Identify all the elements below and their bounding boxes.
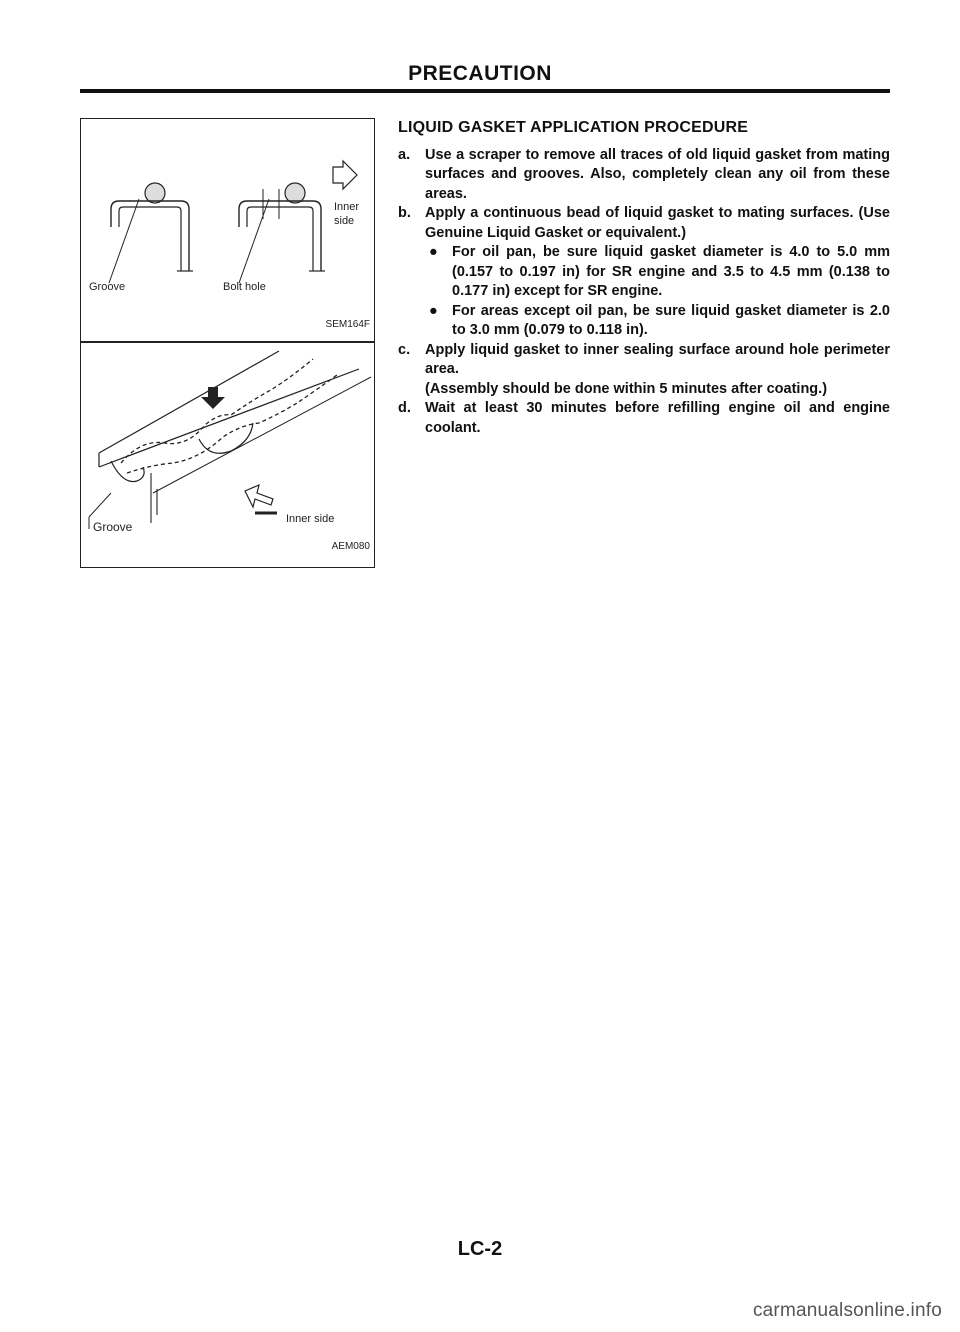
step-text: Wait at least 30 minutes before refilling engine oil and engine coolant. (425, 400, 890, 436)
gasket-bead-right (285, 183, 305, 203)
step-d (398, 399, 890, 438)
surface-edge-top (99, 351, 279, 453)
step-a (398, 146, 890, 205)
figure-bead-application (80, 342, 375, 568)
step-note: (Assembly should be done within 5 minutes after coating.) (425, 380, 828, 397)
step-text: Apply a continuous bead of liquid gasket to mating surfaces. (Use Genuine Liquid Gasket or equivalent.) (425, 205, 890, 241)
step-text: Use a scraper to remove all traces of old liquid gasket from mating surfaces and grooves. Also, completely clean any oil from these areas. (425, 146, 890, 202)
bullet-item (427, 243, 890, 302)
flange-right (239, 201, 321, 271)
watermark: carmanualsonline.info (752, 1300, 942, 1321)
apply-arrow-icon (201, 387, 225, 409)
figure-code: AEM080 (331, 541, 370, 552)
label-inner: Inner (334, 201, 360, 213)
header-rule (80, 89, 890, 93)
gasket-bead-left (145, 183, 165, 203)
step-marker: d. (398, 400, 411, 416)
step-marker: b. (398, 205, 411, 221)
inner-side-arrow-icon (245, 485, 273, 507)
label-bolt-hole: Bolt hole (223, 281, 266, 293)
page-title: PRECAUTION (408, 62, 552, 85)
bullet-text: For oil pan, be sure liquid gasket diameter is 4.0 to 5.0 mm (0.157 to 0.197 in) for SR engine and 3.5 to 4.5 mm (0.138 to 0.177 in) except for SR engine. (452, 244, 890, 299)
step-text: Apply liquid gasket to inner sealing surface around hole perimeter area. (425, 341, 890, 377)
step-marker: c. (398, 341, 411, 358)
label-groove: Groove (89, 281, 126, 293)
label-side: side (334, 215, 355, 227)
inner-side-arrow-icon (333, 161, 357, 189)
bullet-icon: ● (429, 244, 438, 260)
page-number: LC-2 (457, 1238, 503, 1260)
flange-left (111, 201, 189, 271)
figure-code: SEM164F (325, 319, 370, 330)
bullet-icon: ● (429, 302, 438, 319)
groove-diagram (81, 119, 374, 341)
figure-groove-bolt-hole (80, 118, 375, 342)
label-groove: Groove (93, 520, 133, 534)
step-c (398, 341, 890, 400)
procedure-section (398, 118, 890, 438)
section-title: LIQUID GASKET APPLICATION PROCEDURE (398, 119, 749, 136)
label-inner-side: Inner side (286, 513, 335, 525)
groove-leader (109, 199, 139, 283)
step-marker: a. (398, 146, 411, 163)
bullet-item (427, 302, 890, 341)
groove-shape (111, 461, 144, 482)
step-b (398, 204, 890, 341)
bullet-text: For areas except oil pan, be sure liquid gasket diameter is 2.0 to 3.0 mm (0.079 to 0.118 in). (452, 302, 890, 338)
